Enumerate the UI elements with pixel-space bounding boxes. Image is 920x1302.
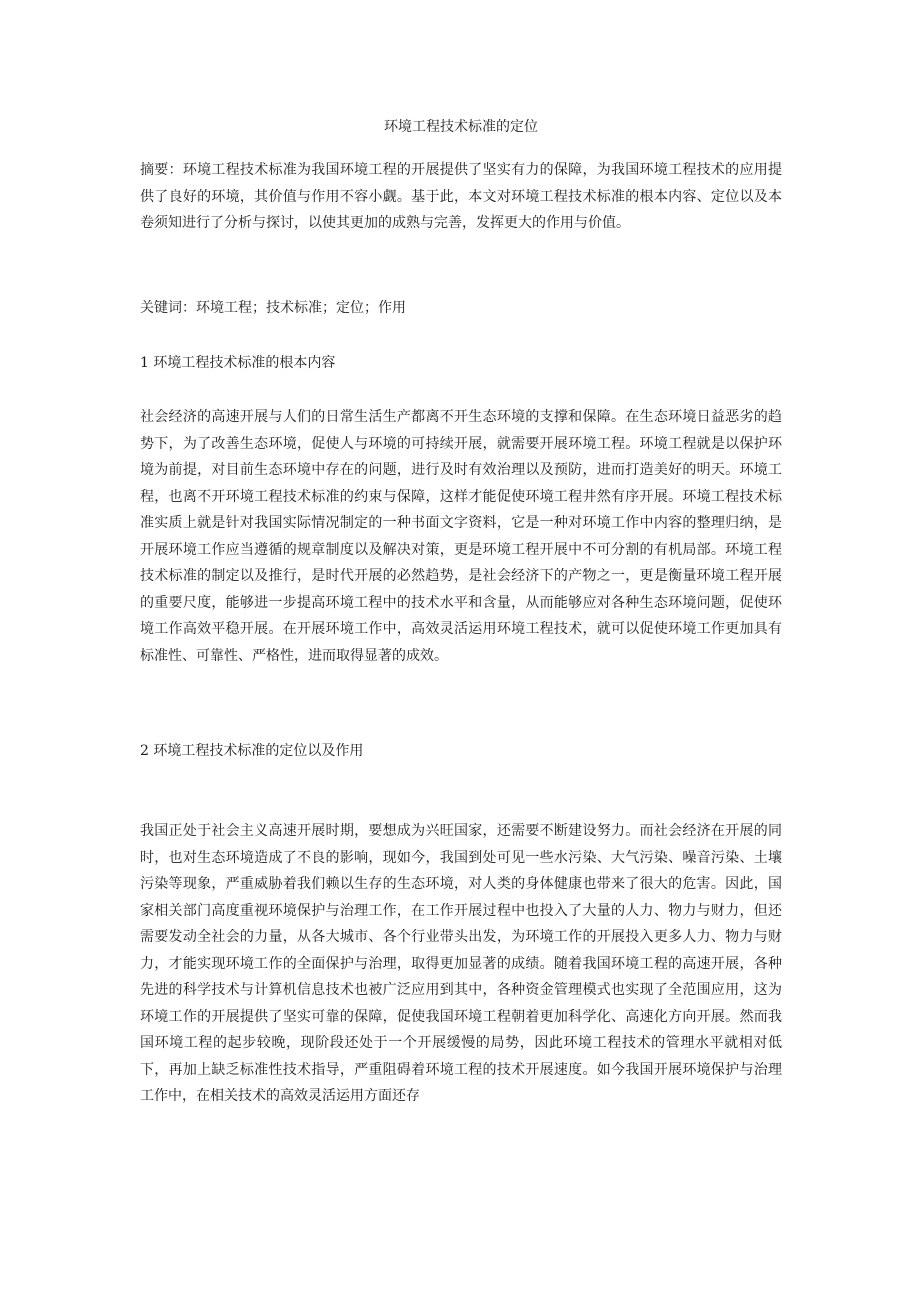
section-1-body: 社会经济的高速开展与人们的日常生活生产都离不开生态环境的支撑和保障。在生态环境日益恶劣的趋势下，为了改善生态环境，促使人与环境的可持续开展，就需要开展环境工程。环境工程就是以保护环境为前提，对目前生态环境中存在的问题，进行及时有效治理以及预防，进而打造美好的明天。环境工程，也离不开环境工程技术标准的约束与保障，这样才能促使环境工程井然有序开展。环境工程技术标准实质上就是针对我国实际情况制定的一种书面文字资料，它是一种对环境工作中内容的整理归纳，是开展环境工作应当遵循的规章制度以及解决对策，更是环境工程开展中不可分割的有机局部。环境工程技术标准的制定以及推行，是时代开展的必然趋势，是社会经济下的产物之一，更是衡量环境工程开展的重要尺度，能够进一步提高环境工程中的技术水平和含量，从而能够应对各种生态环境问题，促使环境工作高效平稳开展。在开展环境工作中，高效灵活运用环境工程技术，就可以促使环境工作更加具有标准性、可靠性、严格性，进而取得显著的成效。 [140,409,782,664]
abstract-paragraph: 摘要：环境工程技术标准为我国环境工程的开展提供了坚实有力的保障，为我国环境工程技术的应用提供了良好的环境，其价值与作用不容小觑。基于此，本文对环境工程技术标准的根本内容、定位以及本卷须知进行了分析与探讨，以使其更加的成熟与完善，发挥更大的作用与价值。 [140,162,782,231]
section-1-heading: 1 环境工程技术标准的根本内容 [140,355,336,371]
section-2-heading: 2 环境工程技术标准的定位以及作用 [140,743,364,759]
section-2-body: 我国正处于社会主义高速开展时期，要想成为兴旺国家，还需要不断建设努力。而社会经济在开展的同时，也对生态环境造成了不良的影响，现如今，我国到处可见一些水污染、大气污染、噪音污染、土壤污染等现象，严重威胁着我们赖以生存的生态环境，对人类的身体健康也带来了很大的危害。因此，国家相关部门高度重视环境保护与治理工作，在工作开展过程中也投入了大量的人力、物力与财力，但还需要发动全社会的力量，从各大城市、各个行业带头出发，为环境工作的开展投入更多人力、物力与财力，才能实现环境工作的全面保护与治理，取得更加显著的成绩。随着我国环境工程的高速开展，各种先进的科学技术与计算机信息技术也被广泛应用到其中，各种资金管理模式也实现了全范围应用，这为环境工作的开展提供了坚实可靠的保障，促使我国环境工程朝着更加科学化、高速化方向开展。然而我国环境工程的起步较晚，现阶段还处于一个开展缓慢的局势，因此环境工程技术的管理水平就相对低下，再加上缺乏标准性技术指导，严重阻碍着环境工程的技术开展速度。如今我国开展环境保护与治理工作中，在相关技术的高效灵活运用方面还存 [140,823,782,1104]
keywords-line: 关键词：环境工程；技术标准；定位；作用 [140,300,406,316]
document-title: 环境工程技术标准的定位 [384,119,538,135]
